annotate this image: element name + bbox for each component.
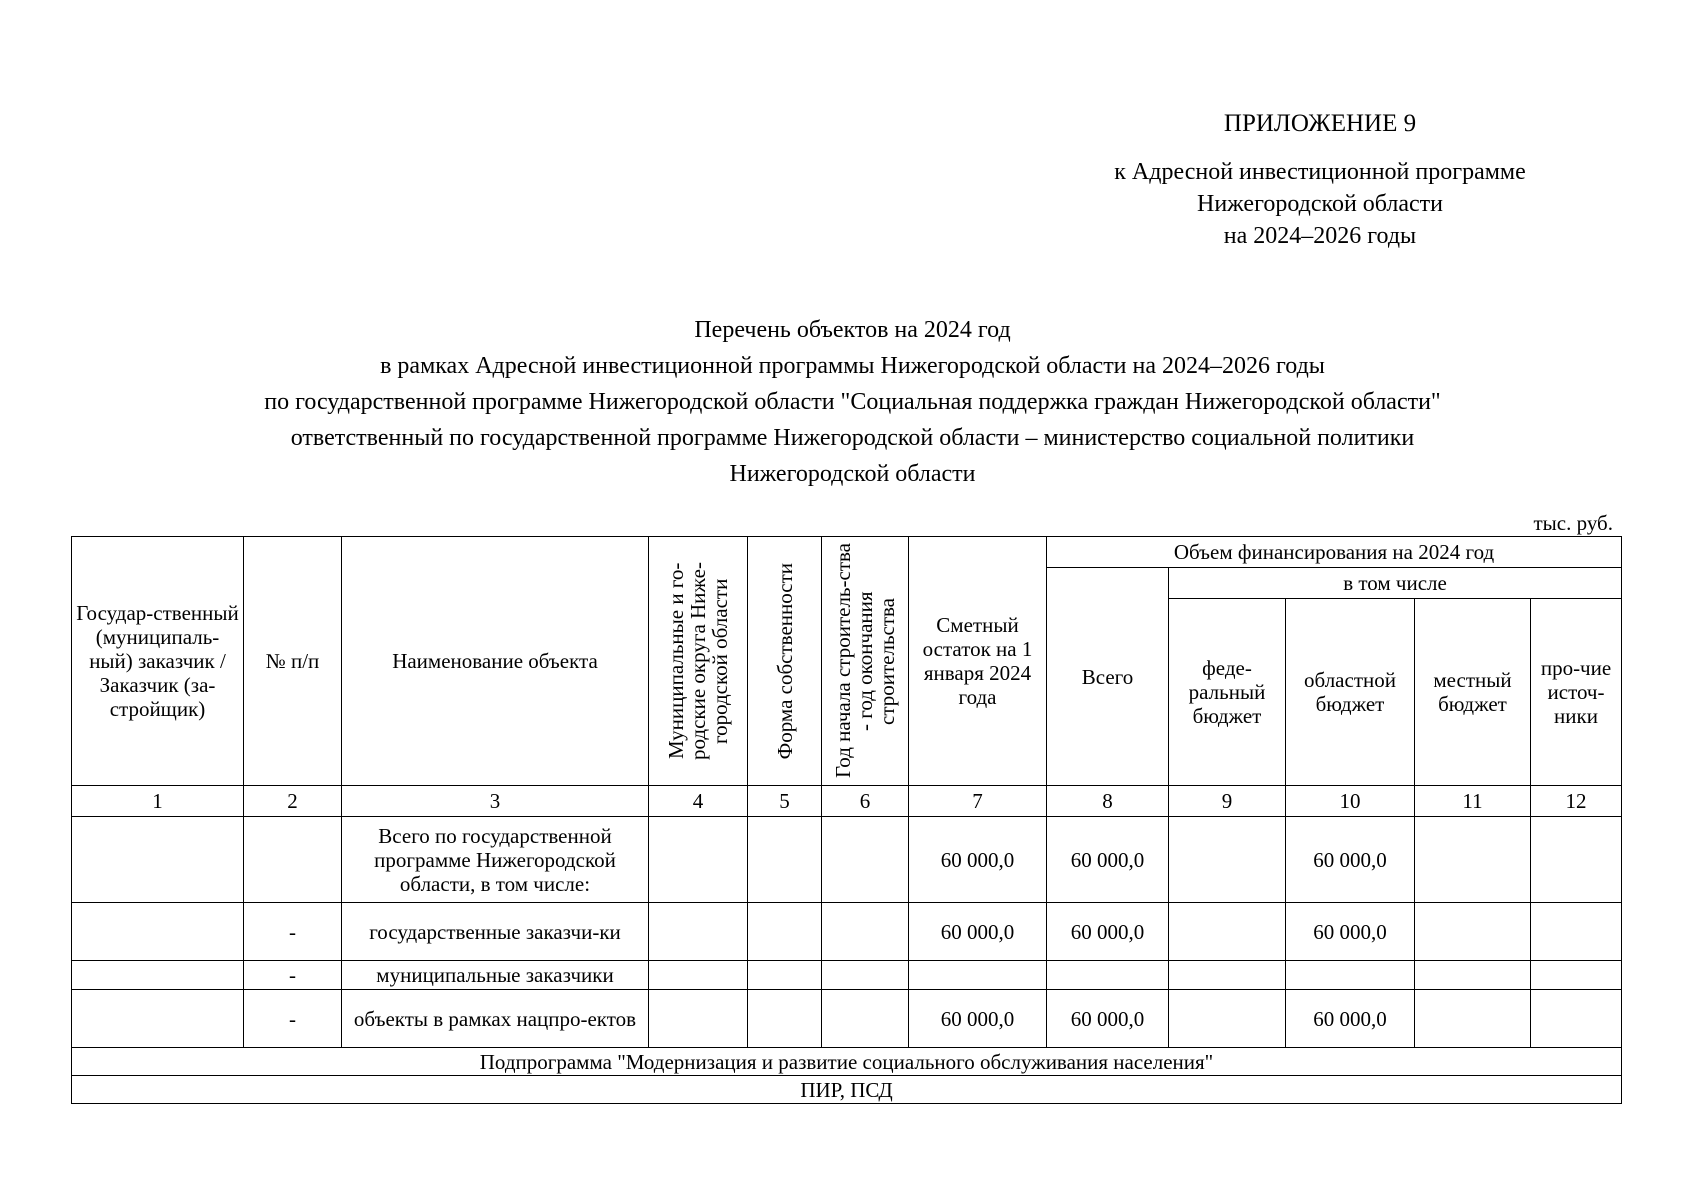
header-funding: Объем финансирования на 2024 год bbox=[1047, 537, 1622, 568]
cell-regional bbox=[1286, 961, 1415, 990]
appendix-title: ПРИЛОЖЕНИЕ 9 bbox=[1223, 110, 1417, 137]
header-federal: феде-ральный бюджет bbox=[1169, 599, 1286, 786]
cell-ownership bbox=[748, 961, 822, 990]
subprogram-title: Подпрограмма "Модернизация и развитие социального обслуживания населения" bbox=[72, 1048, 1622, 1076]
subprogram-row bbox=[72, 1048, 1622, 1076]
cell-regional: 60 000,0 bbox=[1286, 817, 1415, 903]
cell-num bbox=[244, 817, 342, 903]
header-local: местный бюджет bbox=[1415, 599, 1531, 786]
cell-balance bbox=[909, 961, 1047, 990]
column-number: 9 bbox=[1169, 786, 1286, 817]
appendix-line: Нижегородской области bbox=[1196, 191, 1444, 217]
column-number: 4 bbox=[649, 786, 748, 817]
cell-local bbox=[1415, 903, 1531, 961]
header-other: про-чие источ-ники bbox=[1531, 599, 1622, 786]
table-row bbox=[72, 817, 1622, 903]
cell-years bbox=[822, 903, 909, 961]
section-row bbox=[72, 1076, 1622, 1104]
cell-federal bbox=[1169, 961, 1286, 990]
cell-name: государственные заказчи-ки bbox=[342, 903, 649, 961]
section-title: ПИР, ПСД bbox=[72, 1076, 1622, 1104]
header-total: Всего bbox=[1047, 568, 1169, 786]
column-number: 10 bbox=[1286, 786, 1415, 817]
column-number: 2 bbox=[244, 786, 342, 817]
header-districts-cell bbox=[649, 537, 748, 786]
appendix-line: на 2024–2026 годы bbox=[1223, 223, 1417, 249]
cell-local bbox=[1415, 961, 1531, 990]
header-including: в том числе bbox=[1169, 568, 1622, 599]
column-number: 1 bbox=[72, 786, 244, 817]
heading-line: ответственный по государственной программе Нижегородской области – министерство социальной политики bbox=[290, 425, 1415, 451]
cell-customer bbox=[72, 817, 244, 903]
heading-line: Перечень объектов на 2024 год bbox=[694, 317, 1011, 343]
cell-federal bbox=[1169, 903, 1286, 961]
cell-num: - bbox=[244, 990, 342, 1048]
cell-districts bbox=[649, 990, 748, 1048]
cell-total: 60 000,0 bbox=[1047, 990, 1169, 1048]
table-row bbox=[72, 990, 1622, 1048]
appendix-block bbox=[1040, 108, 1600, 252]
cell-other bbox=[1531, 903, 1622, 961]
cell-name: муниципальные заказчики bbox=[342, 961, 649, 990]
header-regional: областной бюджет bbox=[1286, 599, 1415, 786]
column-number: 8 bbox=[1047, 786, 1169, 817]
cell-other bbox=[1531, 961, 1622, 990]
cell-districts bbox=[649, 903, 748, 961]
cell-balance: 60 000,0 bbox=[909, 817, 1047, 903]
column-number: 6 bbox=[822, 786, 909, 817]
cell-num: - bbox=[244, 961, 342, 990]
cell-other bbox=[1531, 817, 1622, 903]
appendix-line: к Адресной инвестиционной программе bbox=[1114, 159, 1526, 185]
header-ownership: Форма собственности bbox=[772, 562, 797, 760]
cell-years bbox=[822, 961, 909, 990]
units-label: тыс. руб. bbox=[1533, 511, 1613, 535]
cell-years bbox=[822, 990, 909, 1048]
cell-total bbox=[1047, 961, 1169, 990]
header-num: № п/п bbox=[244, 537, 342, 786]
cell-federal bbox=[1169, 990, 1286, 1048]
column-numbers-row bbox=[72, 786, 1622, 817]
column-number: 12 bbox=[1531, 786, 1622, 817]
cell-num: - bbox=[244, 903, 342, 961]
header-years-cell bbox=[822, 537, 909, 786]
cell-customer bbox=[72, 903, 244, 961]
heading-line: Нижегородской области bbox=[729, 461, 976, 487]
header-customer: Государ-ственный (муниципаль-ный) заказчик / Заказчик (за-стройщик) bbox=[72, 537, 244, 786]
cell-regional: 60 000,0 bbox=[1286, 990, 1415, 1048]
column-number: 11 bbox=[1415, 786, 1531, 817]
cell-customer bbox=[72, 961, 244, 990]
cell-years bbox=[822, 817, 909, 903]
cell-customer bbox=[72, 990, 244, 1048]
header-ownership-cell bbox=[748, 537, 822, 786]
table-row bbox=[72, 903, 1622, 961]
header-name: Наименование объекта bbox=[342, 537, 649, 786]
objects-table bbox=[71, 536, 1622, 1104]
cell-districts bbox=[649, 817, 748, 903]
cell-ownership bbox=[748, 817, 822, 903]
cell-local bbox=[1415, 990, 1531, 1048]
header-balance: Сметный остаток на 1 января 2024 года bbox=[909, 537, 1047, 786]
table-row bbox=[72, 961, 1622, 990]
column-number: 3 bbox=[342, 786, 649, 817]
cell-districts bbox=[649, 961, 748, 990]
cell-total: 60 000,0 bbox=[1047, 903, 1169, 961]
header-row bbox=[72, 537, 1622, 568]
cell-ownership bbox=[748, 903, 822, 961]
cell-name: объекты в рамках нацпро-ектов bbox=[342, 990, 649, 1048]
header-districts: Муниципальные и го-родские округа Ниже-городской области bbox=[664, 562, 732, 760]
column-number: 5 bbox=[748, 786, 822, 817]
heading-line: по государственной программе Нижегородской области "Социальная поддержка граждан Нижегородской области" bbox=[264, 389, 1441, 415]
cell-name: Всего по государственной программе Нижегородской области, в том числе: bbox=[342, 817, 649, 903]
column-number: 7 bbox=[909, 786, 1047, 817]
document-heading bbox=[70, 312, 1635, 492]
cell-local bbox=[1415, 817, 1531, 903]
cell-ownership bbox=[748, 990, 822, 1048]
cell-other bbox=[1531, 990, 1622, 1048]
heading-line: в рамках Адресной инвестиционной программы Нижегородской области на 2024–2026 годы bbox=[380, 353, 1325, 379]
cell-total: 60 000,0 bbox=[1047, 817, 1169, 903]
header-years: Год начала строитель-ства - год окончания строительства bbox=[831, 543, 899, 779]
cell-regional: 60 000,0 bbox=[1286, 903, 1415, 961]
cell-balance: 60 000,0 bbox=[909, 990, 1047, 1048]
cell-federal bbox=[1169, 817, 1286, 903]
cell-balance: 60 000,0 bbox=[909, 903, 1047, 961]
